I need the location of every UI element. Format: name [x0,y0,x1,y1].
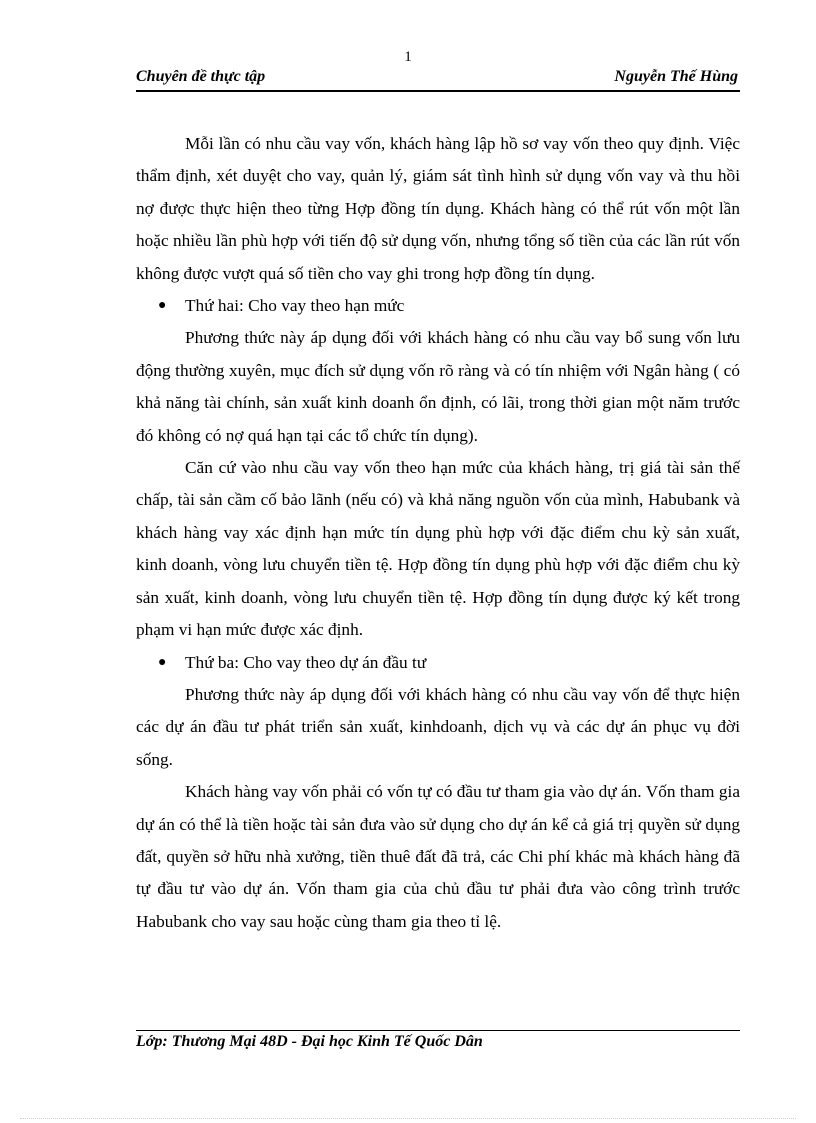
page-footer: Lớp: Thương Mại 48D - Đại học Kinh Tế Quốc Dân [136,1033,483,1050]
bullet-label: Thứ hai: Cho vay theo hạn mức [185,296,405,316]
header-title: Chuyên đề thực tập [136,68,266,85]
bullet-item-1 [136,290,740,322]
header-author: Nguyễn Thế Hùng [614,68,738,85]
document-body [136,128,740,938]
paragraph-2: Phương thức này áp dụng đối với khách hàng có nhu cầu vay bổ sung vốn lưu động thường xuyên, mục đích sử dụng vốn rõ ràng và có tín nhiệm với Ngân hàng ( có khả năng tài chính, sản xuất kinh doanh ổn định, có lãi, trong thời gian một năm trước đó không có nợ quá hạn tại các tổ chức tín dụng). [136,328,740,445]
paragraph-4: Phương thức này áp dụng đối với khách hàng có nhu cầu vay vốn để thực hiện các dự án đầu tư phát triển sản xuất, kinhdoanh, dịch vụ và các dự án phục vụ đời sống. [136,684,740,769]
bullet-dot-icon: ● [158,298,167,314]
paragraph-3: Căn cứ vào nhu cầu vay vốn theo hạn mức của khách hàng, trị giá tài sản thế chấp, tài sản cầm cố bảo lãnh (nếu có) và khả năng nguồn vốn của mình, Habubank và khách hàng vay xác định hạn mức tín dụng phù hợp với đặc điểm chu kỳ sản xuất, kinh doanh, vòng lưu chuyển tiền tệ. Hợp đồng tín dụng phù hợp với đặc điểm chu kỳ sản xuất, kinh doanh, vòng lưu chuyển tiền tệ. Hợp đồng tín dụng được ký kết trong phạm vi hạn mức được xác định. [136,458,740,640]
page-header [136,66,740,92]
bullet-item-2 [136,647,740,679]
footer-divider [136,1030,740,1031]
paragraph-1: Mỗi lần có nhu cầu vay vốn, khách hàng lập hồ sơ vay vốn theo quy định. Việc thẩm định, xét duyệt cho vay, quản lý, giám sát tình hình sử dụng vốn vay và thu hồi nợ được thực hiện theo từng Hợp đồng tín dụng. Khách hàng có thể rút vốn một lần hoặc nhiều lần phù hợp với tiến độ sử dụng vốn, nhưng tổng số tiền của các lần rút vốn không được vượt quá số tiền cho vay ghi trong hợp đồng tín dụng. [136,134,740,283]
paragraph-5: Khách hàng vay vốn phải có vốn tự có đầu tư tham gia vào dự án. Vốn tham gia dự án có thể là tiền hoặc tài sản đưa vào sử dụng cho dự án kể cả giá trị quyền sử dụng đất, quyền sở hữu nhà xưởng, tiền thuê đất đã trả, các Chi phí khác mà khách hàng đã tự đầu tư vào dự án. Vốn tham gia của chủ đầu tư phải đưa vào công trình trước Habubank cho vay sau hoặc cùng tham gia theo tỉ lệ. [136,782,740,931]
bullet-label: Thứ ba: Cho vay theo dự án đầu tư [185,652,427,672]
bullet-dot-icon: ● [158,654,167,670]
page-edge-divider [20,1118,796,1119]
page-number: 1 [404,49,412,65]
